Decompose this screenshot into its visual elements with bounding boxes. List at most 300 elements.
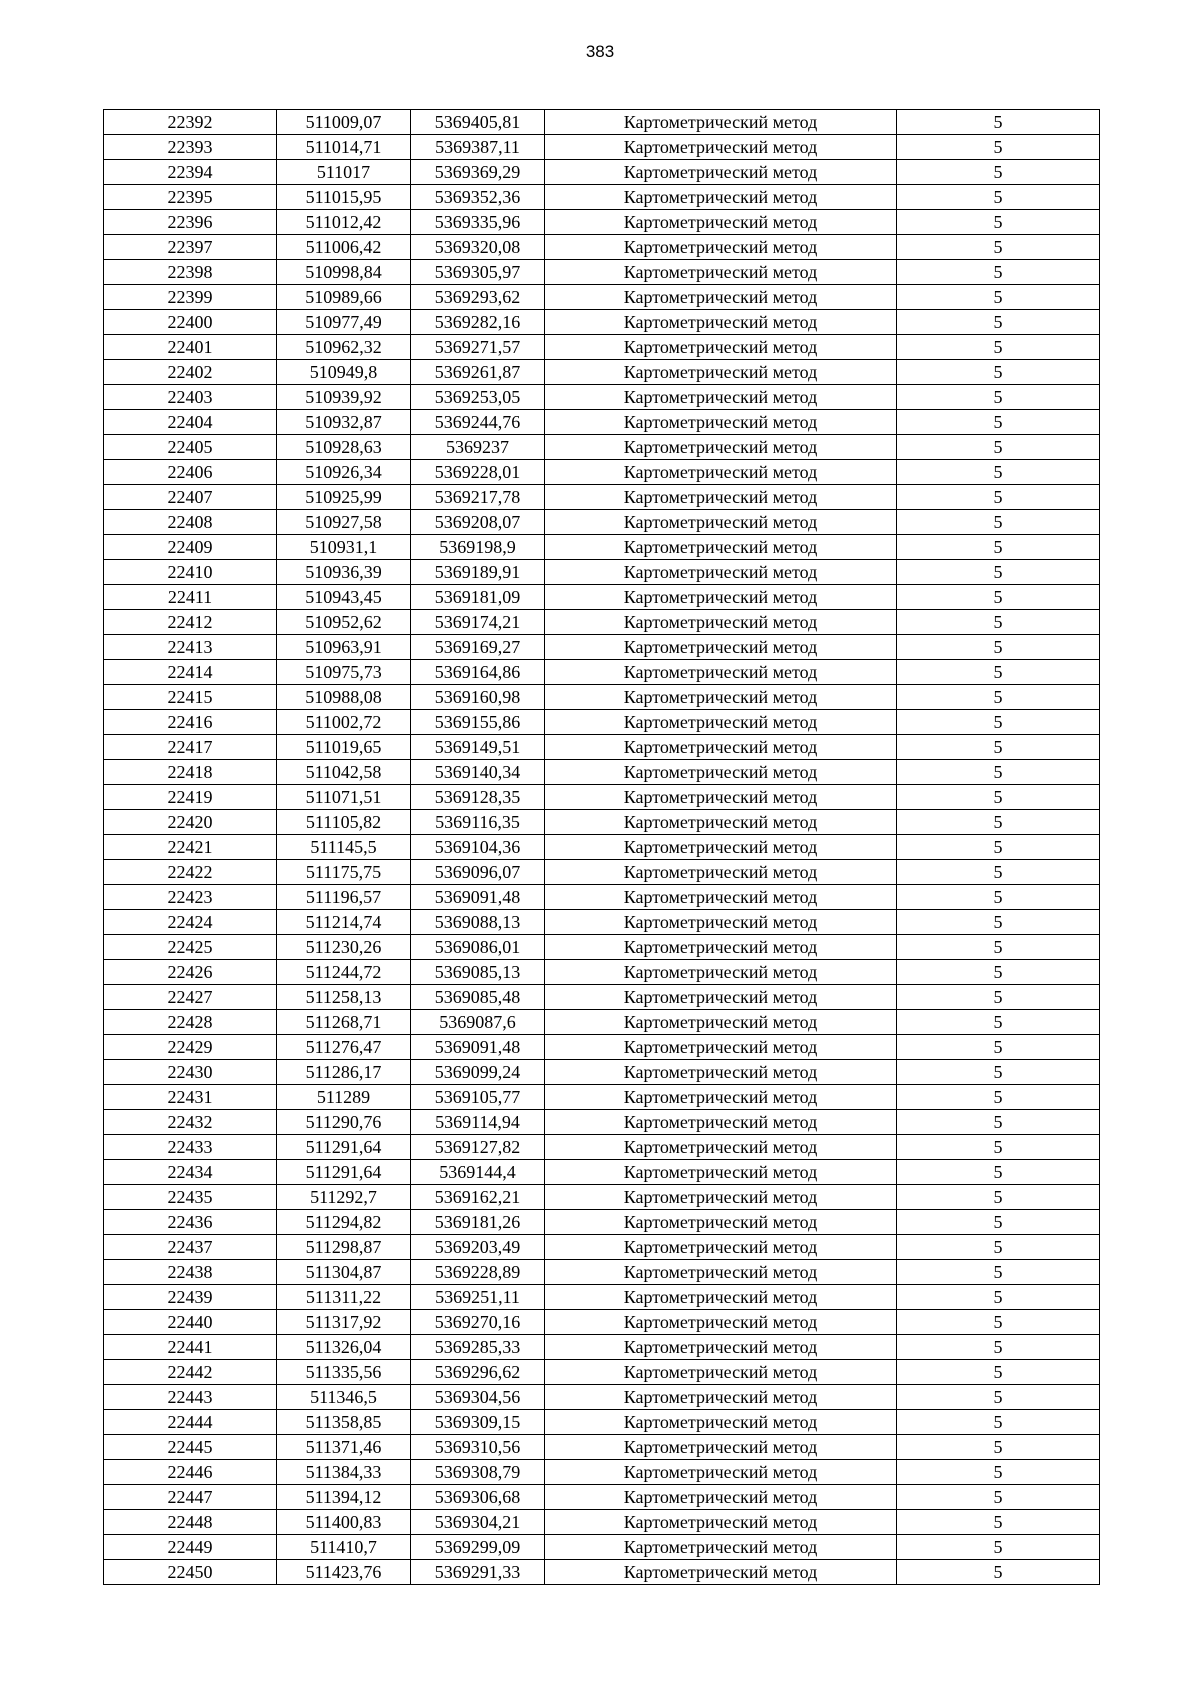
accuracy-cell: 5 bbox=[897, 510, 1100, 535]
x-coordinate-cell: 510963,91 bbox=[277, 635, 411, 660]
accuracy-cell: 5 bbox=[897, 1460, 1100, 1485]
y-coordinate-cell: 5369149,51 bbox=[411, 735, 545, 760]
method-cell: Картометрический метод bbox=[545, 610, 897, 635]
accuracy-cell: 5 bbox=[897, 1010, 1100, 1035]
x-coordinate-cell: 511289 bbox=[277, 1085, 411, 1110]
method-cell: Картометрический метод bbox=[545, 135, 897, 160]
coordinates-table-body bbox=[104, 110, 1100, 1585]
x-coordinate-cell: 511244,72 bbox=[277, 960, 411, 985]
x-coordinate-cell: 510943,45 bbox=[277, 585, 411, 610]
y-coordinate-cell: 5369181,26 bbox=[411, 1210, 545, 1235]
x-coordinate-cell: 511071,51 bbox=[277, 785, 411, 810]
point-number-cell: 22398 bbox=[104, 260, 277, 285]
table-row bbox=[104, 160, 1100, 185]
x-coordinate-cell: 511410,7 bbox=[277, 1535, 411, 1560]
x-coordinate-cell: 511175,75 bbox=[277, 860, 411, 885]
x-coordinate-cell: 511286,17 bbox=[277, 1060, 411, 1085]
table-row bbox=[104, 1135, 1100, 1160]
accuracy-cell: 5 bbox=[897, 210, 1100, 235]
method-cell: Картометрический метод bbox=[545, 1110, 897, 1135]
y-coordinate-cell: 5369085,48 bbox=[411, 985, 545, 1010]
y-coordinate-cell: 5369116,35 bbox=[411, 810, 545, 835]
point-number-cell: 22442 bbox=[104, 1360, 277, 1385]
accuracy-cell: 5 bbox=[897, 685, 1100, 710]
y-coordinate-cell: 5369208,07 bbox=[411, 510, 545, 535]
x-coordinate-cell: 510925,99 bbox=[277, 485, 411, 510]
x-coordinate-cell: 511335,56 bbox=[277, 1360, 411, 1385]
y-coordinate-cell: 5369309,15 bbox=[411, 1410, 545, 1435]
y-coordinate-cell: 5369198,9 bbox=[411, 535, 545, 560]
y-coordinate-cell: 5369306,68 bbox=[411, 1485, 545, 1510]
method-cell: Картометрический метод bbox=[545, 1560, 897, 1585]
method-cell: Картометрический метод bbox=[545, 885, 897, 910]
y-coordinate-cell: 5369155,86 bbox=[411, 710, 545, 735]
point-number-cell: 22446 bbox=[104, 1460, 277, 1485]
method-cell: Картометрический метод bbox=[545, 710, 897, 735]
x-coordinate-cell: 511317,92 bbox=[277, 1310, 411, 1335]
table-row bbox=[104, 185, 1100, 210]
y-coordinate-cell: 5369085,13 bbox=[411, 960, 545, 985]
table-row bbox=[104, 585, 1100, 610]
method-cell: Картометрический метод bbox=[545, 235, 897, 260]
y-coordinate-cell: 5369114,94 bbox=[411, 1110, 545, 1135]
method-cell: Картометрический метод bbox=[545, 1160, 897, 1185]
table-row bbox=[104, 260, 1100, 285]
point-number-cell: 22405 bbox=[104, 435, 277, 460]
point-number-cell: 22433 bbox=[104, 1135, 277, 1160]
y-coordinate-cell: 5369352,36 bbox=[411, 185, 545, 210]
accuracy-cell: 5 bbox=[897, 910, 1100, 935]
method-cell: Картометрический метод bbox=[545, 585, 897, 610]
table-row bbox=[104, 1435, 1100, 1460]
table-row bbox=[104, 460, 1100, 485]
x-coordinate-cell: 511326,04 bbox=[277, 1335, 411, 1360]
x-coordinate-cell: 511294,82 bbox=[277, 1210, 411, 1235]
accuracy-cell: 5 bbox=[897, 1385, 1100, 1410]
accuracy-cell: 5 bbox=[897, 1535, 1100, 1560]
accuracy-cell: 5 bbox=[897, 1310, 1100, 1335]
table-row bbox=[104, 485, 1100, 510]
table-row bbox=[104, 1560, 1100, 1585]
x-coordinate-cell: 511291,64 bbox=[277, 1160, 411, 1185]
x-coordinate-cell: 510939,92 bbox=[277, 385, 411, 410]
table-row bbox=[104, 910, 1100, 935]
y-coordinate-cell: 5369304,56 bbox=[411, 1385, 545, 1410]
accuracy-cell: 5 bbox=[897, 1560, 1100, 1585]
table-row bbox=[104, 610, 1100, 635]
y-coordinate-cell: 5369291,33 bbox=[411, 1560, 545, 1585]
point-number-cell: 22450 bbox=[104, 1560, 277, 1585]
point-number-cell: 22424 bbox=[104, 910, 277, 935]
x-coordinate-cell: 511012,42 bbox=[277, 210, 411, 235]
method-cell: Картометрический метод bbox=[545, 360, 897, 385]
accuracy-cell: 5 bbox=[897, 1135, 1100, 1160]
method-cell: Картометрический метод bbox=[545, 985, 897, 1010]
accuracy-cell: 5 bbox=[897, 185, 1100, 210]
accuracy-cell: 5 bbox=[897, 1510, 1100, 1535]
method-cell: Картометрический метод bbox=[545, 285, 897, 310]
point-number-cell: 22444 bbox=[104, 1410, 277, 1435]
table-row bbox=[104, 860, 1100, 885]
x-coordinate-cell: 510989,66 bbox=[277, 285, 411, 310]
method-cell: Картометрический метод bbox=[545, 510, 897, 535]
x-coordinate-cell: 511346,5 bbox=[277, 1385, 411, 1410]
point-number-cell: 22420 bbox=[104, 810, 277, 835]
method-cell: Картометрический метод bbox=[545, 385, 897, 410]
method-cell: Картометрический метод bbox=[545, 1260, 897, 1285]
table-row bbox=[104, 1085, 1100, 1110]
accuracy-cell: 5 bbox=[897, 885, 1100, 910]
table-row bbox=[104, 1060, 1100, 1085]
y-coordinate-cell: 5369251,11 bbox=[411, 1285, 545, 1310]
accuracy-cell: 5 bbox=[897, 485, 1100, 510]
y-coordinate-cell: 5369086,01 bbox=[411, 935, 545, 960]
x-coordinate-cell: 510988,08 bbox=[277, 685, 411, 710]
point-number-cell: 22447 bbox=[104, 1485, 277, 1510]
table-row bbox=[104, 285, 1100, 310]
x-coordinate-cell: 511311,22 bbox=[277, 1285, 411, 1310]
point-number-cell: 22418 bbox=[104, 760, 277, 785]
accuracy-cell: 5 bbox=[897, 135, 1100, 160]
method-cell: Картометрический метод bbox=[545, 1060, 897, 1085]
table-row bbox=[104, 435, 1100, 460]
method-cell: Картометрический метод bbox=[545, 660, 897, 685]
table-row bbox=[104, 1010, 1100, 1035]
point-number-cell: 22429 bbox=[104, 1035, 277, 1060]
table-row bbox=[104, 1110, 1100, 1135]
table-row bbox=[104, 1535, 1100, 1560]
y-coordinate-cell: 5369144,4 bbox=[411, 1160, 545, 1185]
method-cell: Картометрический метод bbox=[545, 1535, 897, 1560]
x-coordinate-cell: 511214,74 bbox=[277, 910, 411, 935]
accuracy-cell: 5 bbox=[897, 1110, 1100, 1135]
accuracy-cell: 5 bbox=[897, 635, 1100, 660]
x-coordinate-cell: 511006,42 bbox=[277, 235, 411, 260]
method-cell: Картометрический метод bbox=[545, 635, 897, 660]
point-number-cell: 22419 bbox=[104, 785, 277, 810]
table-row bbox=[104, 1210, 1100, 1235]
method-cell: Картометрический метод bbox=[545, 1285, 897, 1310]
x-coordinate-cell: 511196,57 bbox=[277, 885, 411, 910]
point-number-cell: 22408 bbox=[104, 510, 277, 535]
table-row bbox=[104, 1035, 1100, 1060]
accuracy-cell: 5 bbox=[897, 760, 1100, 785]
x-coordinate-cell: 511014,71 bbox=[277, 135, 411, 160]
accuracy-cell: 5 bbox=[897, 460, 1100, 485]
table-row bbox=[104, 1160, 1100, 1185]
point-number-cell: 22402 bbox=[104, 360, 277, 385]
accuracy-cell: 5 bbox=[897, 1160, 1100, 1185]
method-cell: Картометрический метод bbox=[545, 810, 897, 835]
x-coordinate-cell: 511042,58 bbox=[277, 760, 411, 785]
point-number-cell: 22434 bbox=[104, 1160, 277, 1185]
x-coordinate-cell: 511298,87 bbox=[277, 1235, 411, 1260]
y-coordinate-cell: 5369296,62 bbox=[411, 1360, 545, 1385]
point-number-cell: 22416 bbox=[104, 710, 277, 735]
x-coordinate-cell: 511015,95 bbox=[277, 185, 411, 210]
point-number-cell: 22445 bbox=[104, 1435, 277, 1460]
method-cell: Картометрический метод bbox=[545, 1010, 897, 1035]
point-number-cell: 22395 bbox=[104, 185, 277, 210]
point-number-cell: 22413 bbox=[104, 635, 277, 660]
table-row bbox=[104, 985, 1100, 1010]
x-coordinate-cell: 511019,65 bbox=[277, 735, 411, 760]
point-number-cell: 22406 bbox=[104, 460, 277, 485]
method-cell: Картометрический метод bbox=[545, 1035, 897, 1060]
point-number-cell: 22414 bbox=[104, 660, 277, 685]
y-coordinate-cell: 5369305,97 bbox=[411, 260, 545, 285]
y-coordinate-cell: 5369169,27 bbox=[411, 635, 545, 660]
point-number-cell: 22427 bbox=[104, 985, 277, 1010]
table-row bbox=[104, 1460, 1100, 1485]
method-cell: Картометрический метод bbox=[545, 210, 897, 235]
table-row bbox=[104, 1410, 1100, 1435]
accuracy-cell: 5 bbox=[897, 1360, 1100, 1385]
accuracy-cell: 5 bbox=[897, 710, 1100, 735]
method-cell: Картометрический метод bbox=[545, 1485, 897, 1510]
point-number-cell: 22409 bbox=[104, 535, 277, 560]
y-coordinate-cell: 5369189,91 bbox=[411, 560, 545, 585]
method-cell: Картометрический метод bbox=[545, 410, 897, 435]
table-row bbox=[104, 810, 1100, 835]
table-row bbox=[104, 1235, 1100, 1260]
table-row bbox=[104, 1285, 1100, 1310]
table-row bbox=[104, 335, 1100, 360]
x-coordinate-cell: 511276,47 bbox=[277, 1035, 411, 1060]
table-row bbox=[104, 110, 1100, 135]
x-coordinate-cell: 510932,87 bbox=[277, 410, 411, 435]
accuracy-cell: 5 bbox=[897, 285, 1100, 310]
point-number-cell: 22435 bbox=[104, 1185, 277, 1210]
x-coordinate-cell: 511230,26 bbox=[277, 935, 411, 960]
table-row bbox=[104, 235, 1100, 260]
accuracy-cell: 5 bbox=[897, 1285, 1100, 1310]
method-cell: Картометрический метод bbox=[545, 185, 897, 210]
x-coordinate-cell: 511291,64 bbox=[277, 1135, 411, 1160]
y-coordinate-cell: 5369270,16 bbox=[411, 1310, 545, 1335]
y-coordinate-cell: 5369203,49 bbox=[411, 1235, 545, 1260]
method-cell: Картометрический метод bbox=[545, 860, 897, 885]
point-number-cell: 22399 bbox=[104, 285, 277, 310]
method-cell: Картометрический метод bbox=[545, 160, 897, 185]
x-coordinate-cell: 511258,13 bbox=[277, 985, 411, 1010]
y-coordinate-cell: 5369335,96 bbox=[411, 210, 545, 235]
x-coordinate-cell: 510977,49 bbox=[277, 310, 411, 335]
point-number-cell: 22436 bbox=[104, 1210, 277, 1235]
point-number-cell: 22443 bbox=[104, 1385, 277, 1410]
y-coordinate-cell: 5369128,35 bbox=[411, 785, 545, 810]
method-cell: Картометрический метод bbox=[545, 1085, 897, 1110]
y-coordinate-cell: 5369261,87 bbox=[411, 360, 545, 385]
accuracy-cell: 5 bbox=[897, 785, 1100, 810]
accuracy-cell: 5 bbox=[897, 935, 1100, 960]
y-coordinate-cell: 5369228,89 bbox=[411, 1260, 545, 1285]
table-row bbox=[104, 135, 1100, 160]
accuracy-cell: 5 bbox=[897, 835, 1100, 860]
y-coordinate-cell: 5369091,48 bbox=[411, 885, 545, 910]
x-coordinate-cell: 511423,76 bbox=[277, 1560, 411, 1585]
method-cell: Картометрический метод bbox=[545, 335, 897, 360]
accuracy-cell: 5 bbox=[897, 160, 1100, 185]
method-cell: Картометрический метод bbox=[545, 685, 897, 710]
y-coordinate-cell: 5369308,79 bbox=[411, 1460, 545, 1485]
accuracy-cell: 5 bbox=[897, 360, 1100, 385]
x-coordinate-cell: 511268,71 bbox=[277, 1010, 411, 1035]
point-number-cell: 22421 bbox=[104, 835, 277, 860]
accuracy-cell: 5 bbox=[897, 960, 1100, 985]
x-coordinate-cell: 511371,46 bbox=[277, 1435, 411, 1460]
method-cell: Картометрический метод bbox=[545, 535, 897, 560]
table-row bbox=[104, 1385, 1100, 1410]
method-cell: Картометрический метод bbox=[545, 760, 897, 785]
table-row bbox=[104, 310, 1100, 335]
point-number-cell: 22404 bbox=[104, 410, 277, 435]
table-row bbox=[104, 1360, 1100, 1385]
table-row bbox=[104, 1335, 1100, 1360]
point-number-cell: 22407 bbox=[104, 485, 277, 510]
y-coordinate-cell: 5369293,62 bbox=[411, 285, 545, 310]
table-row bbox=[104, 960, 1100, 985]
point-number-cell: 22449 bbox=[104, 1535, 277, 1560]
point-number-cell: 22426 bbox=[104, 960, 277, 985]
point-number-cell: 22410 bbox=[104, 560, 277, 585]
point-number-cell: 22437 bbox=[104, 1235, 277, 1260]
method-cell: Картометрический метод bbox=[545, 735, 897, 760]
x-coordinate-cell: 510927,58 bbox=[277, 510, 411, 535]
x-coordinate-cell: 511384,33 bbox=[277, 1460, 411, 1485]
method-cell: Картометрический метод bbox=[545, 1310, 897, 1335]
point-number-cell: 22392 bbox=[104, 110, 277, 135]
x-coordinate-cell: 511009,07 bbox=[277, 110, 411, 135]
table-row bbox=[104, 510, 1100, 535]
method-cell: Картометрический метод bbox=[545, 1185, 897, 1210]
x-coordinate-cell: 511400,83 bbox=[277, 1510, 411, 1535]
point-number-cell: 22417 bbox=[104, 735, 277, 760]
accuracy-cell: 5 bbox=[897, 310, 1100, 335]
accuracy-cell: 5 bbox=[897, 1060, 1100, 1085]
table-row bbox=[104, 1510, 1100, 1535]
accuracy-cell: 5 bbox=[897, 235, 1100, 260]
table-row bbox=[104, 885, 1100, 910]
x-coordinate-cell: 511017 bbox=[277, 160, 411, 185]
point-number-cell: 22422 bbox=[104, 860, 277, 885]
accuracy-cell: 5 bbox=[897, 1335, 1100, 1360]
point-number-cell: 22438 bbox=[104, 1260, 277, 1285]
table-row bbox=[104, 635, 1100, 660]
point-number-cell: 22432 bbox=[104, 1110, 277, 1135]
point-number-cell: 22448 bbox=[104, 1510, 277, 1535]
point-number-cell: 22396 bbox=[104, 210, 277, 235]
method-cell: Картометрический метод bbox=[545, 1410, 897, 1435]
y-coordinate-cell: 5369237 bbox=[411, 435, 545, 460]
point-number-cell: 22393 bbox=[104, 135, 277, 160]
method-cell: Картометрический метод bbox=[545, 260, 897, 285]
table-row bbox=[104, 385, 1100, 410]
method-cell: Картометрический метод bbox=[545, 1385, 897, 1410]
accuracy-cell: 5 bbox=[897, 335, 1100, 360]
accuracy-cell: 5 bbox=[897, 585, 1100, 610]
accuracy-cell: 5 bbox=[897, 735, 1100, 760]
method-cell: Картометрический метод bbox=[545, 785, 897, 810]
point-number-cell: 22431 bbox=[104, 1085, 277, 1110]
table-row bbox=[104, 1485, 1100, 1510]
method-cell: Картометрический метод bbox=[545, 1435, 897, 1460]
method-cell: Картометрический метод bbox=[545, 960, 897, 985]
point-number-cell: 22439 bbox=[104, 1285, 277, 1310]
accuracy-cell: 5 bbox=[897, 1485, 1100, 1510]
accuracy-cell: 5 bbox=[897, 610, 1100, 635]
method-cell: Картометрический метод bbox=[545, 1210, 897, 1235]
accuracy-cell: 5 bbox=[897, 1410, 1100, 1435]
accuracy-cell: 5 bbox=[897, 535, 1100, 560]
point-number-cell: 22412 bbox=[104, 610, 277, 635]
method-cell: Картометрический метод bbox=[545, 910, 897, 935]
accuracy-cell: 5 bbox=[897, 110, 1100, 135]
accuracy-cell: 5 bbox=[897, 1435, 1100, 1460]
table-row bbox=[104, 935, 1100, 960]
y-coordinate-cell: 5369369,29 bbox=[411, 160, 545, 185]
y-coordinate-cell: 5369104,36 bbox=[411, 835, 545, 860]
x-coordinate-cell: 511358,85 bbox=[277, 1410, 411, 1435]
x-coordinate-cell: 511290,76 bbox=[277, 1110, 411, 1135]
point-number-cell: 22440 bbox=[104, 1310, 277, 1335]
y-coordinate-cell: 5369285,33 bbox=[411, 1335, 545, 1360]
table-row bbox=[104, 735, 1100, 760]
y-coordinate-cell: 5369387,11 bbox=[411, 135, 545, 160]
x-coordinate-cell: 510998,84 bbox=[277, 260, 411, 285]
x-coordinate-cell: 511145,5 bbox=[277, 835, 411, 860]
table-row bbox=[104, 685, 1100, 710]
y-coordinate-cell: 5369160,98 bbox=[411, 685, 545, 710]
y-coordinate-cell: 5369282,16 bbox=[411, 310, 545, 335]
y-coordinate-cell: 5369228,01 bbox=[411, 460, 545, 485]
y-coordinate-cell: 5369087,6 bbox=[411, 1010, 545, 1035]
method-cell: Картометрический метод bbox=[545, 935, 897, 960]
x-coordinate-cell: 510962,32 bbox=[277, 335, 411, 360]
accuracy-cell: 5 bbox=[897, 1210, 1100, 1235]
y-coordinate-cell: 5369099,24 bbox=[411, 1060, 545, 1085]
table-row bbox=[104, 360, 1100, 385]
accuracy-cell: 5 bbox=[897, 1235, 1100, 1260]
point-number-cell: 22401 bbox=[104, 335, 277, 360]
x-coordinate-cell: 510931,1 bbox=[277, 535, 411, 560]
table-row bbox=[104, 1310, 1100, 1335]
y-coordinate-cell: 5369271,57 bbox=[411, 335, 545, 360]
y-coordinate-cell: 5369174,21 bbox=[411, 610, 545, 635]
method-cell: Картометрический метод bbox=[545, 310, 897, 335]
y-coordinate-cell: 5369299,09 bbox=[411, 1535, 545, 1560]
y-coordinate-cell: 5369091,48 bbox=[411, 1035, 545, 1060]
y-coordinate-cell: 5369164,86 bbox=[411, 660, 545, 685]
y-coordinate-cell: 5369405,81 bbox=[411, 110, 545, 135]
table-row bbox=[104, 210, 1100, 235]
accuracy-cell: 5 bbox=[897, 410, 1100, 435]
y-coordinate-cell: 5369253,05 bbox=[411, 385, 545, 410]
method-cell: Картометрический метод bbox=[545, 110, 897, 135]
accuracy-cell: 5 bbox=[897, 985, 1100, 1010]
x-coordinate-cell: 511304,87 bbox=[277, 1260, 411, 1285]
y-coordinate-cell: 5369310,56 bbox=[411, 1435, 545, 1460]
y-coordinate-cell: 5369088,13 bbox=[411, 910, 545, 935]
x-coordinate-cell: 511105,82 bbox=[277, 810, 411, 835]
accuracy-cell: 5 bbox=[897, 385, 1100, 410]
y-coordinate-cell: 5369140,34 bbox=[411, 760, 545, 785]
accuracy-cell: 5 bbox=[897, 860, 1100, 885]
x-coordinate-cell: 510949,8 bbox=[277, 360, 411, 385]
table-row bbox=[104, 710, 1100, 735]
y-coordinate-cell: 5369096,07 bbox=[411, 860, 545, 885]
point-number-cell: 22397 bbox=[104, 235, 277, 260]
